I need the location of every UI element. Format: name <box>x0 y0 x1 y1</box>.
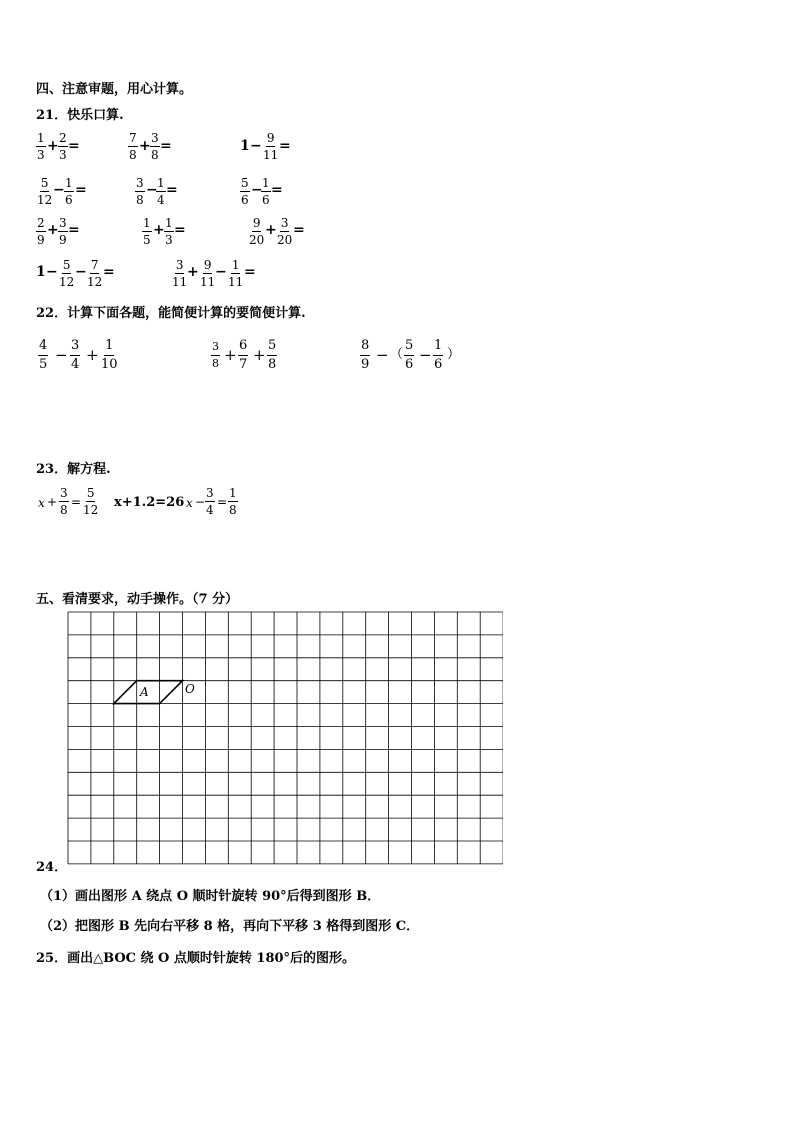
minus-sign: − <box>46 264 58 280</box>
right-paren: ） <box>447 347 461 362</box>
fraction: $\frac{1}{6}$ <box>65 176 73 207</box>
equals-sign: = <box>71 495 82 509</box>
whole-one: 1 <box>36 264 46 280</box>
equals-sign: = <box>160 138 172 154</box>
whole-one: 1 <box>240 138 250 154</box>
fraction: $\frac{5}{12}$ <box>59 258 75 289</box>
square-grid <box>67 611 503 869</box>
q24-task-2: （2）把图形 B 先向右平移 8 格，再向下平移 3 格得到图形 C． <box>40 919 420 934</box>
plus-sign: + <box>153 222 165 238</box>
fraction: $\frac{7}{12}$ <box>87 258 103 289</box>
plus-sign: + <box>47 138 59 154</box>
minus-sign: − <box>55 346 68 364</box>
fraction: $\frac{9}{11}$ <box>263 131 279 162</box>
fraction: $\frac{1}{5}$ <box>143 216 151 247</box>
fraction: $\frac{5}{8}$ <box>268 338 277 372</box>
fraction: $\frac{3}{9}$ <box>59 216 67 247</box>
q25-text: 25．画出△BOC 绕 O 点顺时针旋转 180°后的图形。 <box>36 951 356 966</box>
fraction: $\frac{4}{5}$ <box>39 338 48 372</box>
equals-sign: = <box>166 182 178 198</box>
fraction: $\frac{3}{8}$ <box>151 131 159 162</box>
shape-a-label: A <box>140 685 149 699</box>
fraction: $\frac{1}{3}$ <box>37 131 45 162</box>
equals-sign: = <box>217 495 228 509</box>
point-o-label: O <box>185 682 195 696</box>
minus-sign: − <box>53 182 65 198</box>
fraction: $\frac{7}{8}$ <box>129 131 137 162</box>
fraction: $\frac{1}{3}$ <box>165 216 173 247</box>
fraction: $\frac{1}{11}$ <box>228 258 244 289</box>
fraction: $\frac{5}{6}$ <box>241 176 249 207</box>
fraction: $\frac{1}{10}$ <box>101 338 118 372</box>
fraction: $\frac{3}{8}$ <box>60 486 68 517</box>
plus-sign: + <box>47 495 58 509</box>
minus-sign: − <box>215 264 227 280</box>
equals-sign: = <box>293 222 305 238</box>
fraction: $\frac{2}{9}$ <box>37 216 45 247</box>
fraction: $\frac{1}{4}$ <box>157 176 165 207</box>
fraction: $\frac{9}{20}$ <box>249 216 265 247</box>
equals-sign: = <box>75 182 87 198</box>
q22-label: 22．计算下面各题，能简便计算的要简便计算. <box>36 306 306 321</box>
equals-sign: = <box>244 264 256 280</box>
fraction: $\frac{3}{8}$ <box>136 176 144 207</box>
minus-sign: − <box>251 182 263 198</box>
fraction: $\frac{1}{6}$ <box>262 176 270 207</box>
minus-sign: − <box>250 138 262 154</box>
plus-sign: + <box>224 346 237 364</box>
equals-sign: = <box>174 222 186 238</box>
fraction: $\frac{5}{12}$ <box>83 486 99 517</box>
equation-2: x+1.2=26 <box>114 495 185 510</box>
minus-sign: − <box>376 346 389 364</box>
fraction: $\frac{8}{9}$ <box>361 338 370 372</box>
fraction: $\frac{1}{8}$ <box>229 486 237 517</box>
fraction: $\frac{3}{11}$ <box>172 258 188 289</box>
variable-x: x <box>186 496 193 510</box>
plus-sign: + <box>253 346 266 364</box>
equals-sign: = <box>68 222 80 238</box>
plus-sign: + <box>265 222 277 238</box>
q21-label: 21．快乐口算. <box>36 108 124 123</box>
fraction: $\frac{5}{12}$ <box>37 176 53 207</box>
fraction: $\frac{9}{11}$ <box>200 258 216 289</box>
fraction: $\frac{5}{6}$ <box>405 338 414 372</box>
equals-sign: = <box>271 182 283 198</box>
plus-sign: + <box>139 138 151 154</box>
q24-task-1: （1）画出图形 A 绕点 O 顺时针旋转 90°后得到图形 B． <box>40 889 381 904</box>
variable-x: x <box>38 496 45 510</box>
section-4-title: 四、注意审题，用心计算。 <box>36 82 193 97</box>
plus-sign: + <box>187 264 199 280</box>
plus-sign: + <box>47 222 59 238</box>
minus-sign: − <box>75 264 87 280</box>
minus-sign: − <box>146 182 158 198</box>
equals-sign: = <box>279 138 291 154</box>
q23-label: 23．解方程. <box>36 462 111 477</box>
fraction: $\frac{3}{4}$ <box>71 338 80 372</box>
fraction: $\frac{3}{8}$ <box>212 340 219 370</box>
section-5-title: 五、看清要求，动手操作。（7 分） <box>36 592 239 607</box>
q24-number: 24． <box>36 860 68 875</box>
minus-sign: − <box>195 495 206 509</box>
plus-sign: + <box>86 346 99 364</box>
fraction: $\frac{2}{3}$ <box>59 131 67 162</box>
fraction: $\frac{3}{4}$ <box>206 486 214 517</box>
fraction: $\frac{1}{6}$ <box>434 338 443 372</box>
fraction: $\frac{3}{20}$ <box>277 216 293 247</box>
equals-sign: = <box>103 264 115 280</box>
equals-sign: = <box>68 138 80 154</box>
left-paren: （ <box>390 347 404 362</box>
fraction: $\frac{6}{7}$ <box>239 338 248 372</box>
minus-sign: − <box>419 346 432 364</box>
